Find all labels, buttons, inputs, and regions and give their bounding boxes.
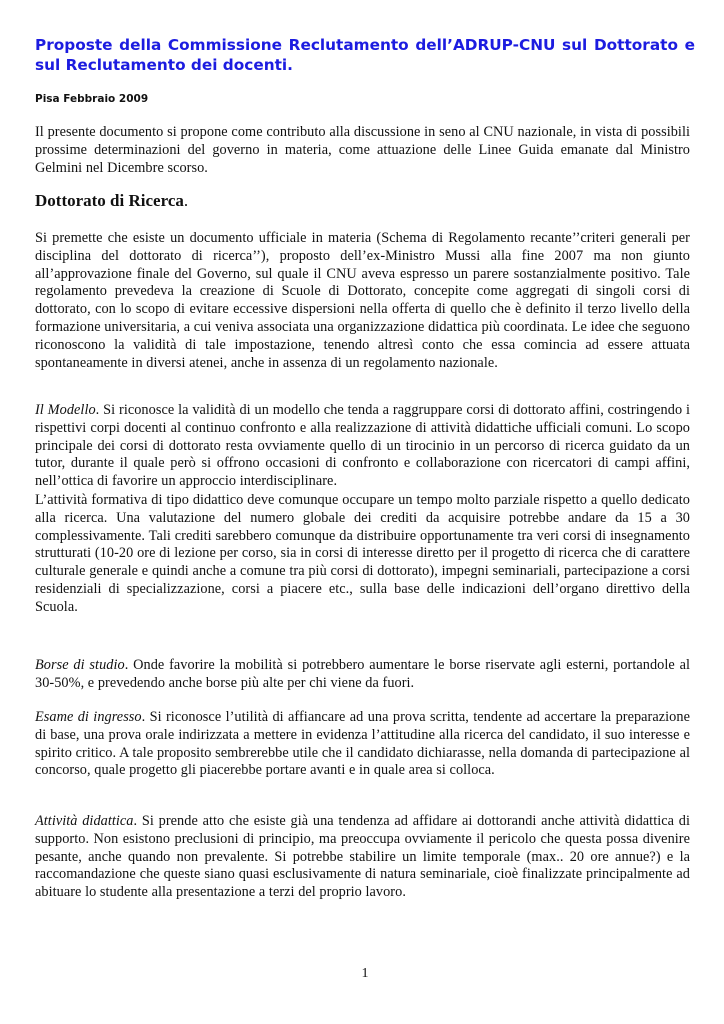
paragraph-heading: Borse di studio [35,657,125,673]
page-number: 1 [361,966,369,981]
paragraph-esame [35,709,690,780]
paragraph-heading: Attività didattica [35,813,134,829]
paragraph-heading: Esame di ingresso [35,709,142,725]
paragraph-modello [35,402,690,491]
section-title-punct: . [183,191,189,210]
paragraph-premessa: Si premette che esiste un documento ufficiale in materia (Schema di Regolamento recante’’criteri generali per disciplina del dottorato di ricerca’’), proposto dell’ex-Ministro Mussi alla fine 2007 ma non giunto all’approvazione finale del Governo, sul quale il CNU aveva espresso un parere sostanzialmente positivo. Tale regolamento prevedeva la creazione di Scuole di Dottorato, concepite come aggregati di singoli corsi di dottorato, con lo scopo di evitare eccessive dispersioni nella offerta di quello che è definito il terzo livello della formazione universitaria, a cui veniva associata una organizzazione didattica più coordinata. Le idee che seguono riconoscono la validità di tale impostazione, tenendo altresì conto che essa comincia ad essere attuata spontaneamente in diversi atenei, anche in assenza di un regolamento nazionale. [35,230,690,371]
paragraph-attivita-didattica [35,813,690,902]
document-title: Proposte della Commissione Reclutamento dell’ADRUP-CNU sul Dottorato e sul Reclutamento dei docenti. [35,36,695,74]
section-title [35,190,188,212]
paragraph-text: . Si prende atto che esiste già una tendenza ad affidare ai dottorandi anche attività didattica di supporto. Non esistono preclusioni di principio, ma preoccupa ovviamente il pericolo che questa possa divenire pesante, anche quando non prevalente. Si potrebbe stabilire un limite temporale (max.. 20 ore annue?) e la raccomandazione che queste siano quasi esclusivamente di natura seminariale, cioè finalizzate principalmente ad abituare lo studente alla presentazione a terzi del proprio lavoro. [35,813,690,901]
intro-paragraph: Il presente documento si propone come contributo alla discussione in seno al CNU nazionale, in vista di possibili prossime determinazioni del governo in materia, come attuazione delle Linee Guida emanate dal Ministro Gelmini nel Dicembre scorso. [35,124,690,176]
paragraph-text: . Si riconosce l’utilità di affiancare ad una prova scritta, tendente ad accertare la preparazione di base, una prova orale indirizzata a mettere in evidenza l’attitudine alla ricerca del candidato, il suo interesse e spirito critico. A tale proposito sembrerebbe utile che il candidato dichiarasse, nella domanda di partecipazione al concorso, quale progetto gli piacerebbe portare avanti e in quale area si colloca. [35,709,690,779]
paragraph-borse [35,657,690,693]
paragraph-text: . Si riconosce la validità di un modello che tenda a raggruppare corsi di dottorato affini, costringendo i rispettivi corpi docenti al continuo confronto e alla realizzazione di attività didattiche ufficiali comuni. Lo scopo principale dei corsi di dottorato resta ovviamente quello di un tirocinio in un percorso di ricerca guidato da un tutor, durante il quale però si offrono occasioni di confronto e collaborazione con ricercatori di campi affini, nell’ottica di favorire un approccio interdisciplinare. [35,402,691,490]
section-title-text: Dottorato di Ricerca [35,191,184,210]
paragraph-text: . Onde favorire la mobilità si potrebbero aumentare le borse riservate agli esterni, portandole al 30-50%, e prevedendo anche borse più alte per chi viene da fuori. [35,657,690,691]
dateline: Pisa Febbraio 2009 [35,93,149,105]
paragraph-attivita-formativa: L’attività formativa di tipo didattico deve comunque occupare un tempo molto parziale rispetto a quello dedicato alla ricerca. Una valutazione del numero globale dei crediti da acquisire potrebbe andare da 15 a 30 complessivamente. Tali crediti sarebbero comunque da distribuire opportunamente tra veri corsi di insegnamento strutturati (10-20 ore di lezione per corso, sia in corsi di interesse diretto per il progetto di ricerca che di carattere culturale generale e quindi anche a comune tra più corsi di dottorato), impegni seminariali, partecipazione a corsi residenziali di specializzazione, corsi a piacere etc., sulla base delle indicazioni dell’organo direttivo della Scuola. [35,492,690,615]
paragraph-heading: Il Modello [35,402,96,418]
